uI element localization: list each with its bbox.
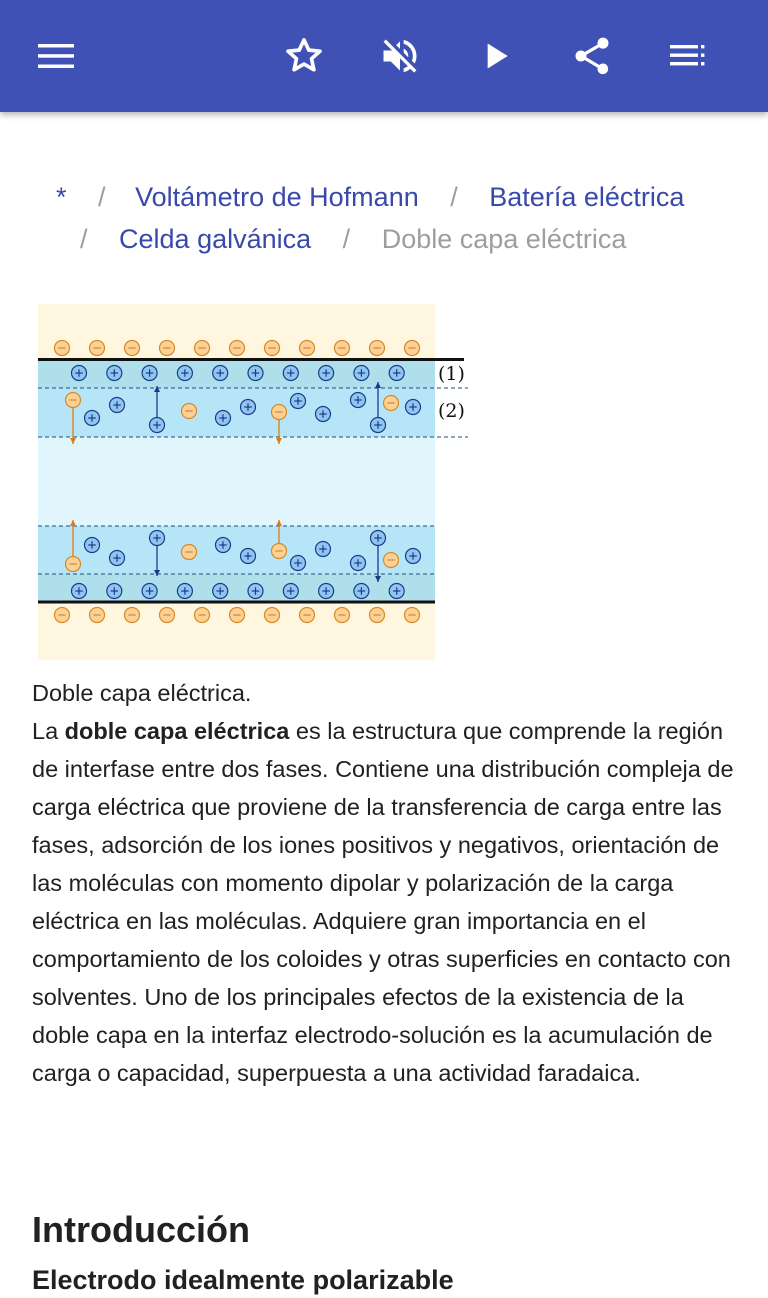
playlist-button[interactable]	[656, 24, 720, 88]
double-layer-diagram	[38, 304, 468, 660]
intro-term: doble capa eléctrica	[64, 718, 290, 744]
section-title: Introducción	[32, 1209, 250, 1250]
share-button[interactable]	[560, 24, 624, 88]
breadcrumb-separator: /	[98, 182, 106, 212]
layer-label-2: (2)	[438, 400, 465, 422]
favorite-button[interactable]	[272, 24, 336, 88]
breadcrumb-separator: /	[80, 224, 88, 254]
app-bar	[0, 0, 768, 112]
menu-button[interactable]	[24, 24, 88, 88]
volume-off-icon	[378, 34, 422, 78]
star-outline-icon	[282, 34, 326, 78]
intro-prefix: La	[32, 718, 65, 744]
breadcrumb-item-home[interactable]: *	[56, 182, 67, 212]
subsection-title: Electrodo idealmente polarizable	[32, 1265, 454, 1295]
double-layer-figure[interactable]	[38, 304, 468, 660]
breadcrumb-item-voltametro[interactable]: Voltámetro de Hofmann	[135, 182, 419, 212]
share-icon	[570, 34, 614, 78]
play-icon	[476, 36, 516, 76]
breadcrumb-item-current: Doble capa eléctrica	[381, 224, 627, 254]
intro-paragraph	[32, 712, 742, 1092]
intro-body: es la estructura que comprende la región de interfase entre dos fases. Contiene una distribución compleja de carga eléctrica que proviene de la transferencia de carga entre las fases, adsorción de los iones positivos y negativos, orientación de las moléculas con momento dipolar y polarización de la carga eléctrica en las moléculas. Adquiere gran importancia en el comportamiento de los coloides y otras superficies en contacto con solventes. Uno de los principales efectos de la existencia de la doble capa en la interfaz electrodo-solución es la acumulación de carga o capacidad, superpuesta a una actividad faradaica.	[32, 718, 734, 1086]
breadcrumb-separator: /	[450, 182, 458, 212]
play-button[interactable]	[464, 24, 528, 88]
hamburger-menu-icon	[36, 41, 76, 71]
breadcrumb-item-celda[interactable]: Celda galvánica	[119, 224, 312, 254]
figure-caption: Doble capa eléctrica.	[32, 680, 252, 706]
mute-button[interactable]	[368, 24, 432, 88]
layer-label-1: (1)	[438, 363, 465, 385]
breadcrumb-separator: /	[342, 224, 351, 254]
breadcrumb-item-bateria[interactable]: Batería eléctrica	[489, 182, 685, 212]
playlist-icon	[668, 36, 708, 76]
